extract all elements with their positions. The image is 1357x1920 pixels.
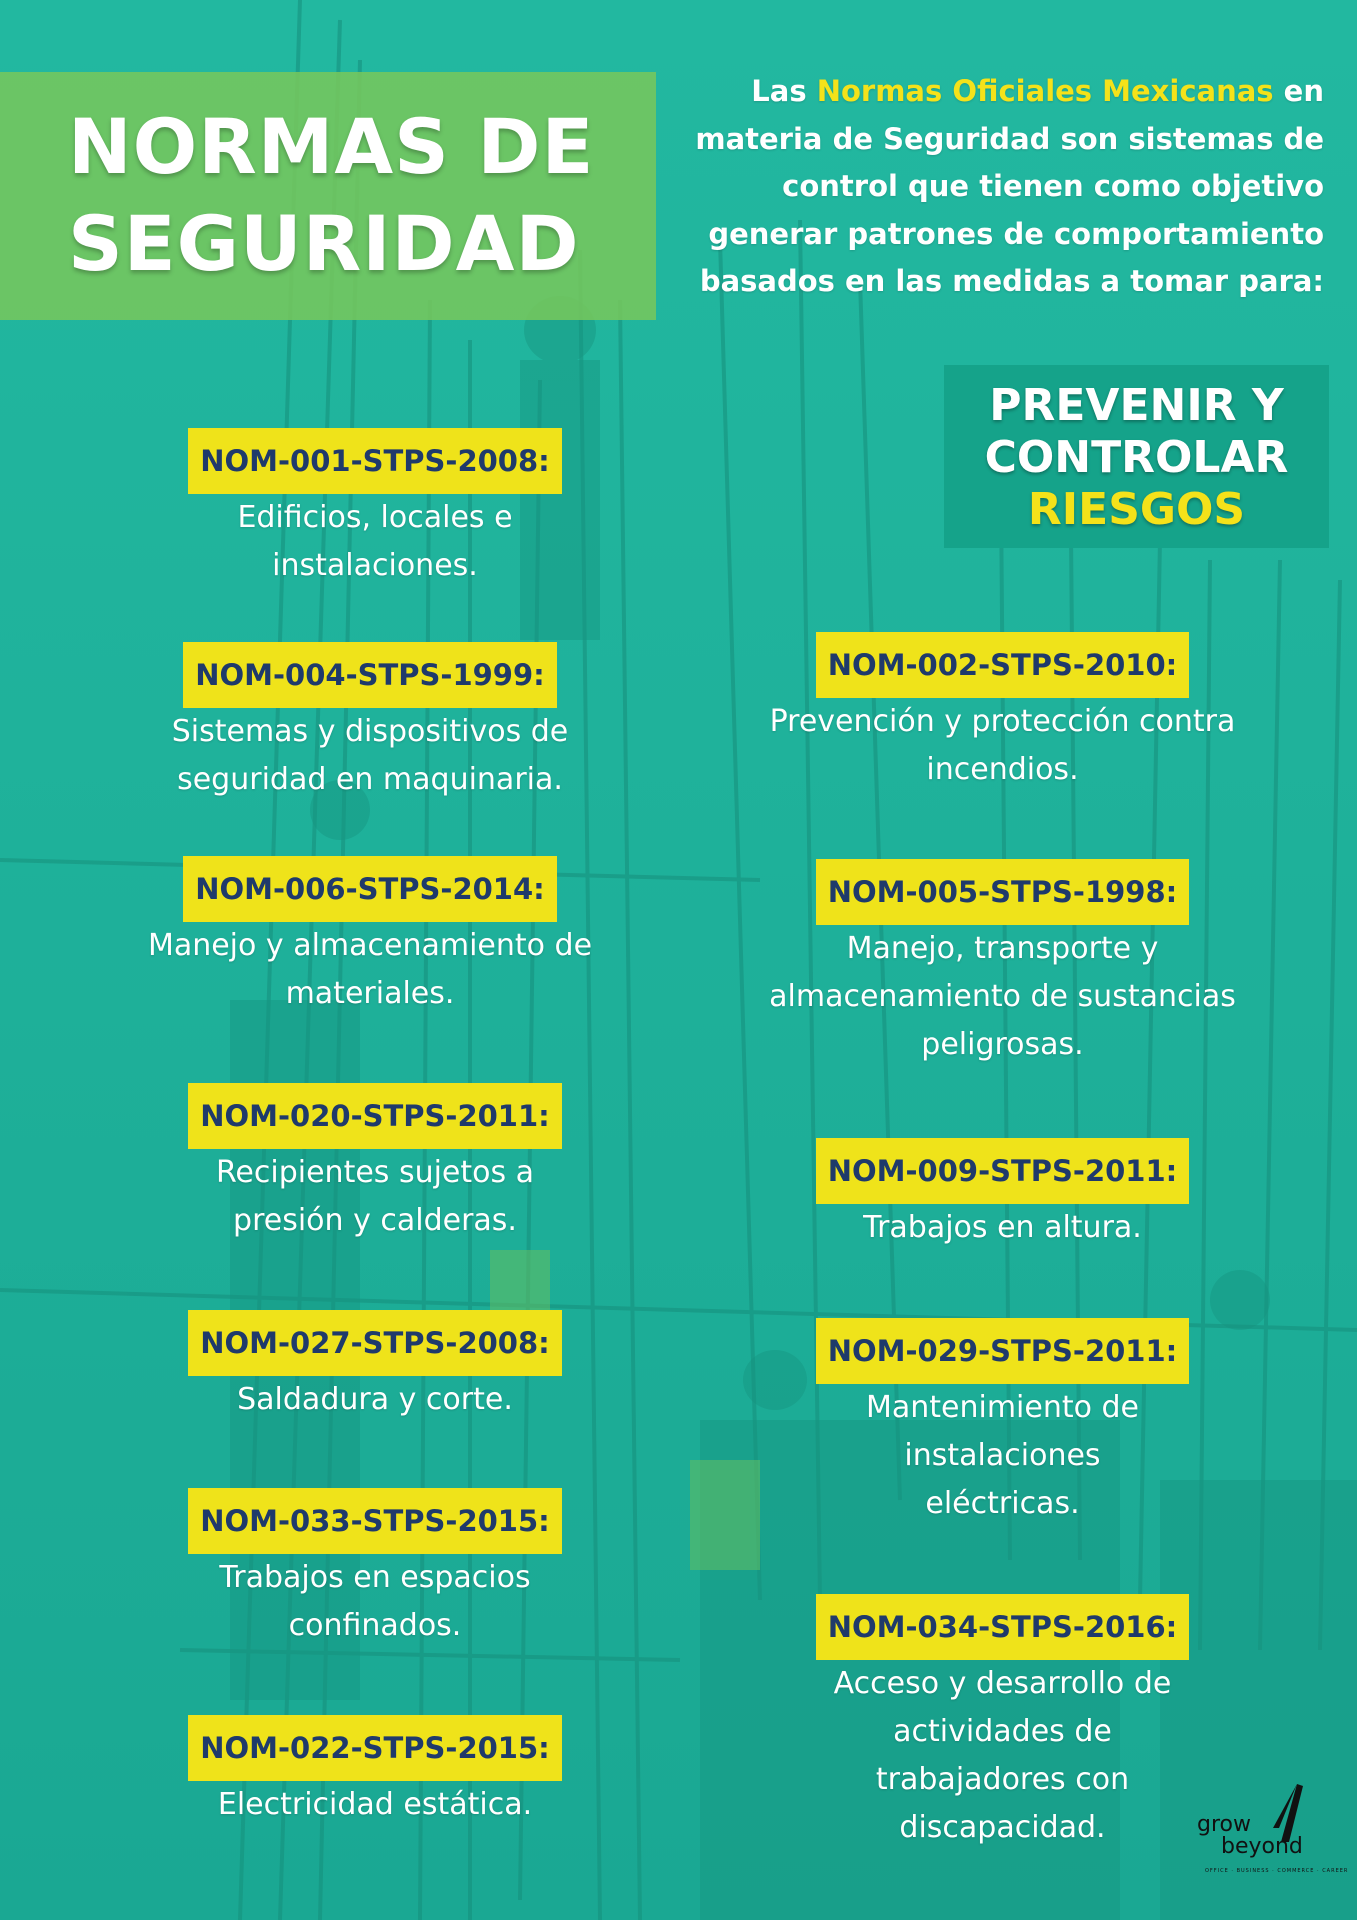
callout-box (944, 365, 1329, 548)
norm-item (140, 1083, 610, 1245)
callout-line-2: CONTROLAR (984, 432, 1289, 483)
norm-code: NOM-027-STPS-2008: (188, 1310, 562, 1376)
norm-item (730, 1138, 1275, 1252)
norm-code: NOM-001-STPS-2008: (188, 428, 562, 494)
callout-line-3: RIESGOS (1027, 484, 1246, 535)
norm-item (725, 859, 1280, 1069)
norm-description: Manejo y almacenamiento de materiales. (147, 928, 593, 1011)
logo-tagline: OFFICE · BUSINESS · COMMERCE · CAREER (1205, 1868, 1349, 1874)
norm-description: Saldadura y corte. (237, 1382, 513, 1417)
logo-word-beyond: beyond (1221, 1834, 1303, 1859)
norm-item (140, 428, 610, 590)
norm-description: Sistemas y dispositivos de seguridad en maquinaria. (171, 714, 569, 797)
title-line-2: SEGURIDAD (68, 199, 580, 288)
intro-paragraph (664, 68, 1324, 306)
norm-description: Trabajos en espacios confinados. (219, 1560, 531, 1643)
norm-code: NOM-022-STPS-2015: (188, 1715, 562, 1781)
callout-line-1: PREVENIR Y (989, 380, 1284, 431)
norm-description: Trabajos en altura. (863, 1210, 1142, 1245)
norm-item (130, 642, 610, 804)
norm-description: Electricidad estática. (217, 1787, 533, 1822)
page-title (68, 98, 648, 292)
norm-code: NOM-002-STPS-2010: (816, 632, 1190, 698)
norm-item (740, 1318, 1265, 1528)
norm-item (730, 632, 1275, 794)
norm-code: NOM-033-STPS-2015: (188, 1488, 562, 1554)
norm-code: NOM-004-STPS-1999: (183, 642, 557, 708)
norm-code: NOM-020-STPS-2011: (188, 1083, 562, 1149)
norm-item (140, 1488, 610, 1650)
title-line-1: NORMAS DE (68, 102, 595, 191)
norm-code: NOM-006-STPS-2014: (183, 856, 557, 922)
logo-word-grow: grow (1197, 1812, 1251, 1837)
norm-item (740, 1594, 1265, 1852)
norm-description: Manejo, transporte y almacenamiento de sustancias peligrosas. (769, 931, 1236, 1062)
intro-prefix: Las (751, 74, 817, 108)
norm-description: Edificios, locales e instalaciones. (237, 500, 513, 583)
intro-highlight: Normas Oficiales Mexicanas (816, 74, 1274, 108)
norm-description: Mantenimiento de instalaciones eléctricas. (865, 1390, 1140, 1521)
intro-suffix: en materia de Seguridad son sistemas de control que tienen como objetivo generar patrones de comportamiento basados en las medidas a tomar para: (695, 74, 1324, 298)
norm-item (140, 1715, 610, 1829)
norm-item (140, 1310, 610, 1424)
norm-item (130, 856, 610, 1018)
norm-description: Acceso y desarrollo de actividades de trabajadores con discapacidad. (833, 1666, 1172, 1845)
norm-code: NOM-034-STPS-2016: (816, 1594, 1190, 1660)
norm-code: NOM-029-STPS-2011: (816, 1318, 1190, 1384)
norm-description: Prevención y protección contra incendios. (769, 704, 1236, 787)
norm-description: Recipientes sujetos a presión y calderas. (215, 1155, 535, 1238)
norm-code: NOM-005-STPS-1998: (816, 859, 1190, 925)
grow-beyond-logo (1195, 1784, 1349, 1884)
norm-code: NOM-009-STPS-2011: (816, 1138, 1190, 1204)
